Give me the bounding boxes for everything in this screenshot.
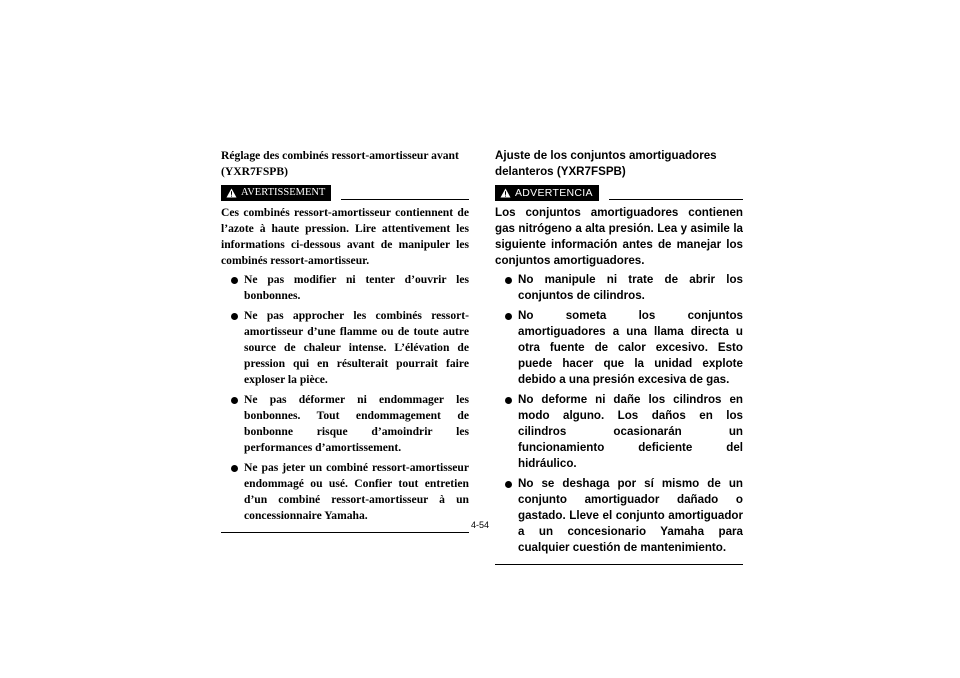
french-warning-text: Ces combinés ressort-amortisseur contiennent de l’azote à haute pression. Lire attentivement les informations ci-dessous avant de manipuler les combinés ressort-amortisseur.: [221, 206, 469, 267]
list-item-text: Ne pas jeter un combiné ressort-amortisseur endommagé ou usé. Confier tout entretien d’un combiné ressort-amortisseur à un concessionnaire Yamaha.: [244, 461, 469, 522]
bullet-icon: [231, 313, 238, 320]
spanish-warning-badge: [495, 185, 599, 201]
bullet-icon: [505, 397, 512, 404]
list-item: [221, 392, 469, 456]
french-warning-rule: [341, 199, 469, 200]
list-item: [495, 308, 743, 388]
spanish-warning-text: Los conjuntos amortiguadores contienen gas nitrógeno a alta presión. Lea y asimile la siguiente información antes de manejar los conjuntos amortiguadores.: [495, 206, 743, 267]
list-item: [495, 272, 743, 304]
french-warning-badge: [221, 185, 331, 201]
list-item-text: No deforme ni dañe los cilindros en modo alguno. Los daños en los cilindros ocasionarán un funcionamiento deficiente del hidráulico.: [518, 393, 743, 470]
french-column: [221, 148, 469, 533]
list-item: [495, 476, 743, 556]
spanish-warning-header: [495, 185, 743, 201]
list-item-text: No se deshaga por sí mismo de un conjunto amortiguador dañado o gastado. Lleve el conjunto amortiguador a un concesionario Yamaha para cualquier cuestión de mantenimiento.: [518, 477, 743, 554]
french-title-line1: Réglage des combinés ressort-amortisseur avant: [221, 149, 459, 162]
page-number: 4-54: [471, 520, 490, 530]
list-item: [221, 460, 469, 524]
list-item-text: No manipule ni trate de abrir los conjuntos de cilindros.: [518, 273, 743, 302]
list-item-text: Ne pas approcher les combinés ressort-amortisseur d’une flamme ou de toute autre source de chaleur intense. L’élévation de pression qui en résulterait pourrait faire exploser la pièce.: [244, 309, 469, 386]
french-bullet-list: [221, 272, 469, 524]
bullet-icon: [231, 277, 238, 284]
spanish-section-title: Ajuste de los conjuntos amortiguadores delanteros (YXR7FSPB): [495, 149, 717, 178]
bullet-icon: [505, 277, 512, 284]
list-item-text: Ne pas déformer ni endommager les bonbonnes. Tout endommagement de bonbonne risque d’amoindrir les performances d’amortissement.: [244, 393, 469, 454]
bullet-icon: [505, 313, 512, 320]
french-end-rule: [221, 532, 469, 533]
list-item-text: No someta los conjuntos amortiguadores a una llama directa u otra fuente de calor excesivo. Esto puede hacer que la unidad explote debido a una presión excesiva de gas.: [518, 309, 743, 386]
french-section-title: [221, 148, 469, 180]
french-warning-header: [221, 185, 469, 201]
spanish-bullet-list: [495, 272, 743, 556]
list-item: [221, 308, 469, 388]
list-item: [221, 272, 469, 304]
warning-triangle-icon: [500, 188, 511, 198]
warning-triangle-icon: [226, 188, 237, 198]
list-item-text: Ne pas modifier ni tenter d’ouvrir les bonbonnes.: [244, 273, 469, 302]
bullet-icon: [505, 481, 512, 488]
spanish-warning-label: ADVERTENCIA: [515, 187, 593, 199]
french-warning-label: AVERTISSEMENT: [241, 187, 326, 198]
spanish-column: [495, 148, 743, 565]
spanish-end-rule: [495, 564, 743, 565]
french-title-line2: (YXR7FSPB): [221, 165, 288, 178]
bullet-icon: [231, 465, 238, 472]
spanish-warning-rule: [609, 199, 743, 200]
list-item: [495, 392, 743, 472]
bullet-icon: [231, 397, 238, 404]
